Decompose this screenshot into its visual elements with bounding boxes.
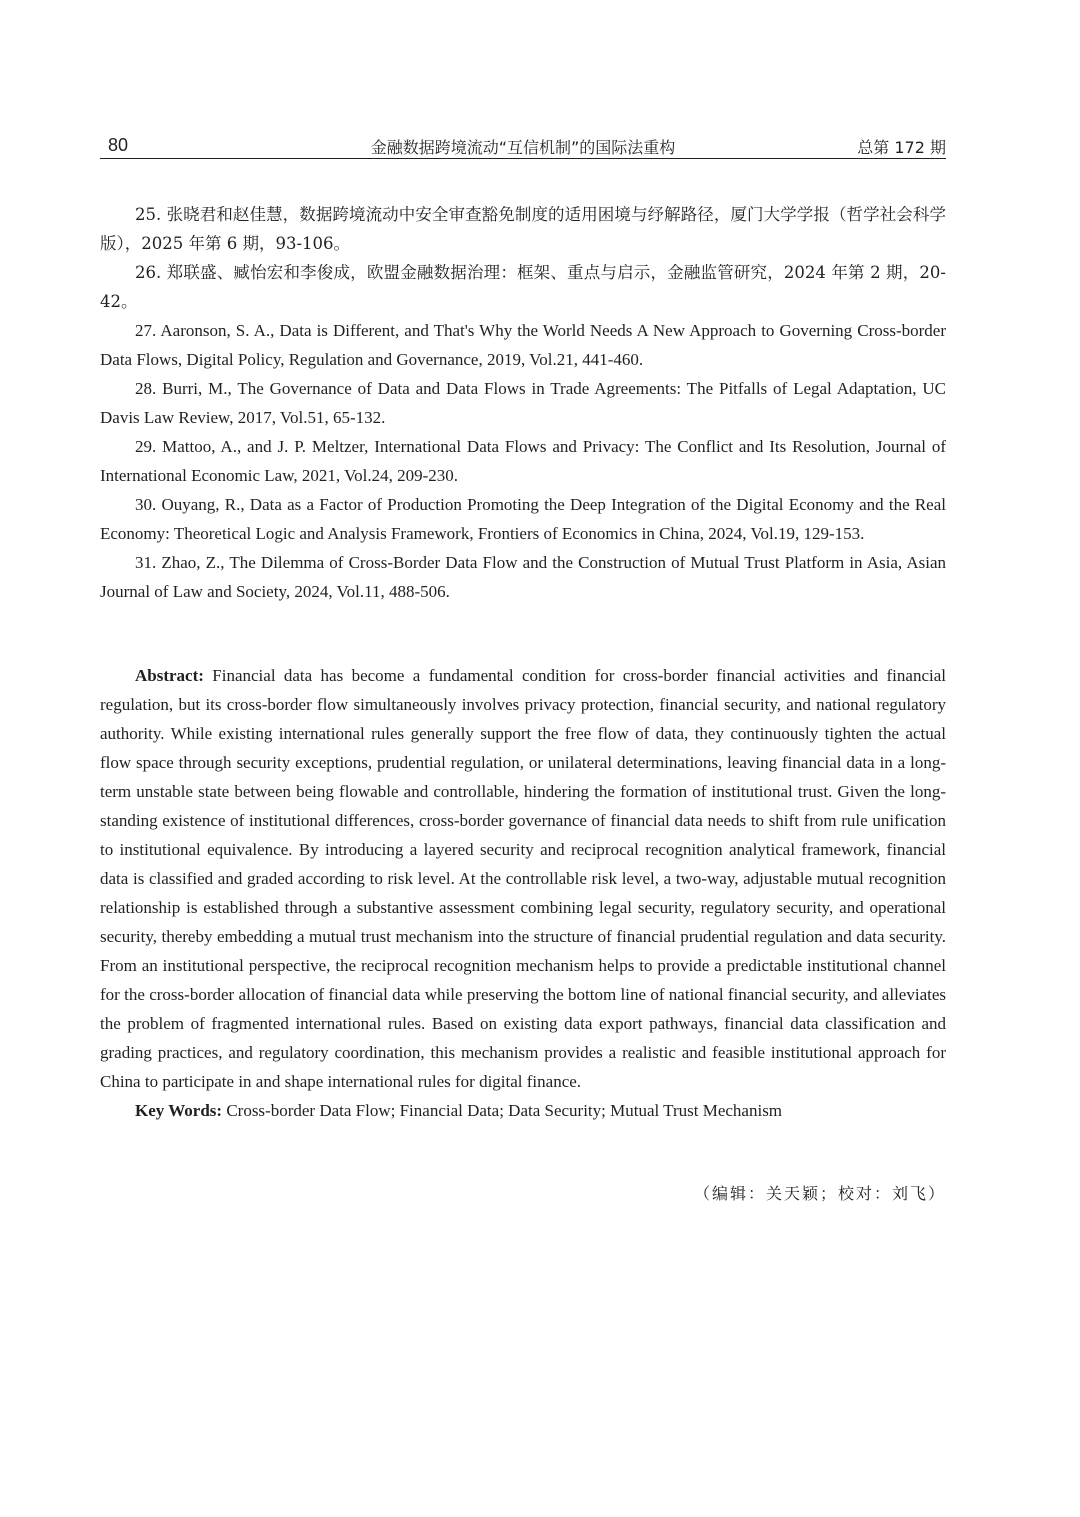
reference-item-28: 28. Burri, M., The Governance of Data and Data Flows in Trade Agreements: The Pitfalls of Legal Adaptation, UC Davis Law Review, 2017, Vol.51, 65-132. [100, 379, 946, 427]
abstract-label: Abstract: [135, 666, 204, 685]
reference-item-27: 27. Aaronson, S. A., Data is Different, and That's Why the World Needs A New Approach to Governing Cross-border Data Flows, Digital Policy, Regulation and Governance, 2019, Vol.21, 441-460. [100, 321, 946, 369]
keywords-label: Key Words: [135, 1101, 223, 1120]
keywords-text: Cross-border Data Flow; Financial Data; Data Security; Mutual Trust Mechanism [222, 1101, 783, 1120]
abstract-text: Financial data has become a fundamental condition for cross-border financial activities and financial regulation, but its cross-border flow simultaneously involves privacy protection, financial security, and national regulatory authority. While existing international rules generally support the free flow of data, they continuously tighten the actual flow space through security exceptions, prudential regulation, or unilateral determinations, leaving financial data in a long-term unstable state between being flowable and controllable, hindering the formation of institutional trust. Given the long-standing existence of institutional differences, cross-border governance of financial data needs to shift from rule unification to institutional equivalence. By introducing a layered security and reciprocal recognition analytical framework, financial data is classified and graded according to risk level. At the controllable risk level, a two-way, adjustable mutual recognition relationship is established through a substantive assessment combining legal security, regulatory security, and operational security, thereby embedding a mutual trust mechanism into the structure of financial prudential regulation and data security. From an institutional perspective, the reciprocal recognition mechanism helps to provide a predictable institutional channel for the cross-border allocation of financial data while preserving the bottom line of national financial security, and alleviates the problem of fragmented international rules. Based on existing data export pathways, financial data classification and grading practices, and regulatory coordination, this mechanism provides a realistic and feasible institutional approach for China to participate in and shape international rules for digital finance. [100, 666, 946, 1091]
editor-note: （编辑：关天颖；校对：刘飞） [693, 1184, 946, 1203]
keywords-paragraph [100, 1096, 946, 1125]
running-title: 金融数据跨境流动“互信机制”的国际法重构 [370, 138, 676, 157]
abstract-paragraph [100, 661, 946, 1096]
issue-number: 总第 172 期 [857, 138, 946, 157]
reference-item-31: 31. Zhao, Z., The Dilemma of Cross-Border Data Flow and the Construction of Mutual Trust Platform in Asia, Asian Journal of Law and Society, 2024, Vol.11, 488-506. [100, 553, 946, 601]
reference-item-30: 30. Ouyang, R., Data as a Factor of Production Promoting the Deep Integration of the Digital Economy and the Real Economy: Theoretical Logic and Analysis Framework, Frontiers of Economics in China, 2024, Vol.19, 129-153. [100, 495, 946, 543]
running-header [100, 134, 946, 159]
reference-item-26: 26. 郑联盛、臧怡宏和李俊成，欧盟金融数据治理：框架、重点与启示，金融监管研究，2024 年第 2 期，20-42。 [100, 263, 946, 311]
reference-item-25: 25. 张晓君和赵佳慧，数据跨境流动中安全审查豁免制度的适用困境与纾解路径，厦门大学学报（哲学社会科学版），2025 年第 6 期，93-106。 [100, 205, 946, 253]
reference-item-29: 29. Mattoo, A., and J. P. Meltzer, International Data Flows and Privacy: The Conflict and Its Resolution, Journal of International Economic Law, 2021, Vol.24, 209-230. [100, 437, 946, 485]
reference-list [100, 200, 946, 606]
abstract-section [100, 661, 946, 1125]
page-number: 80 [108, 135, 129, 155]
